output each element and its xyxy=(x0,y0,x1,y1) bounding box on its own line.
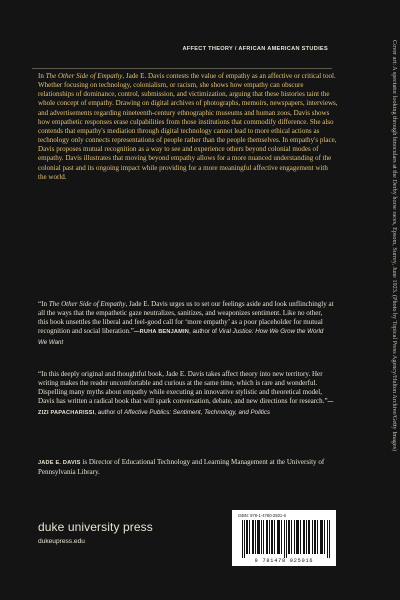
blurb-quote-2 xyxy=(38,370,334,418)
quote2-text: “In this deeply original and thoughtful book, Jade E. Davis takes affect theory into new territory. Her writing makes the reader uncomfortable and curious at the same time, which is rare and wonderful. Dispelling many myths about empathy while executing an innovative stylistic and theoretical model, Davis has written a radical book that will spark conversation, debate, and new directions for research.” xyxy=(38,370,328,406)
publisher-url: dukeupress.edu xyxy=(38,538,85,545)
quote1-open: “In xyxy=(38,300,49,308)
blurb-quote-1 xyxy=(38,300,334,347)
barcode-number: 9 781478 025016 xyxy=(254,558,314,564)
author-bio-text: is Director of Educational Technology and Learning Management at the University of Pennsylvania Library. xyxy=(38,458,325,477)
author-name: JADE E. DAVIS xyxy=(38,460,81,466)
isbn-label: ISBN: 978-1-4780-2501-6 xyxy=(238,513,286,518)
description-body: , Jade E. Davis contests the value of empathy as an affective or critical tool. Whether focusing on technology, colonialism, or racism, she shows how empathy can obscure relationships of dominance, control, submission, and victimization, arguing that these histories taint the whole concept of empathy. Drawing on digital archives of photographs, memoirs, newspapers, interviews, and advertisements regarding nineteenth-century ethnographic museums and human zoos, Davis shows how empathetic responses erase culpabilities from those institutions that commodify difference. She also contends that empathy's mediation through digital technology cannot lead to more ethical actions as technology only connects representations of people rather than the people themselves. In empathy's place, Davis proposes mutual recognition as a way to see and experience others beyond colonial modes of empathy. Davis illustrates that moving beyond empathy allows for a more nuanced understanding of the colonial past and its ongoing impact while providing for a more meaningful affective engagement with the world. xyxy=(38,72,338,181)
author-bio xyxy=(38,458,334,477)
quote1-book-title: The Other Side of Empathy xyxy=(48,300,126,308)
barcode-panel xyxy=(232,510,336,566)
publisher-name: duke university press xyxy=(38,520,153,534)
cover-art-credit: Cover art: A spectator looking through binoculars at the Derby horse races, Epsom, Surrey, June 1923. (Photo by Topical Press Agency/Hulton Archive/Getty Images) xyxy=(391,40,398,452)
barcode-icon xyxy=(242,520,330,558)
quote1-author-of: , author of xyxy=(189,328,219,336)
description-book-title: The Other Side of Empathy xyxy=(45,72,123,80)
header-rule xyxy=(32,68,332,69)
quote1-author: —RUHA BENJAMIN xyxy=(133,329,190,336)
quote2-author-of: , author of xyxy=(94,408,124,416)
quote2-author: —ZIZI PAPACHARISSI xyxy=(38,399,334,416)
description-lead: In xyxy=(38,72,46,80)
quote1-source: Viral Justice: How We Grow the World We Want xyxy=(38,328,324,346)
book-description xyxy=(38,72,338,182)
category-label: AFFECT THEORY / AFRICAN AMERICAN STUDIES xyxy=(182,46,328,52)
quote2-source: Affective Publics: Sentiment, Technology, and Politics xyxy=(123,408,271,416)
quote1-text: , Jade E. Davis urges us to set our feelings aside and look unflinchingly at all the ways that the empathetic gaze neutralizes, sanitizes, and weaponizes sentiment. Like no other, this book unsettles the liberal and feel-good call for ‘more empathy’ as a poor placeholder for mutual recognition and social liberation.” xyxy=(38,300,334,336)
